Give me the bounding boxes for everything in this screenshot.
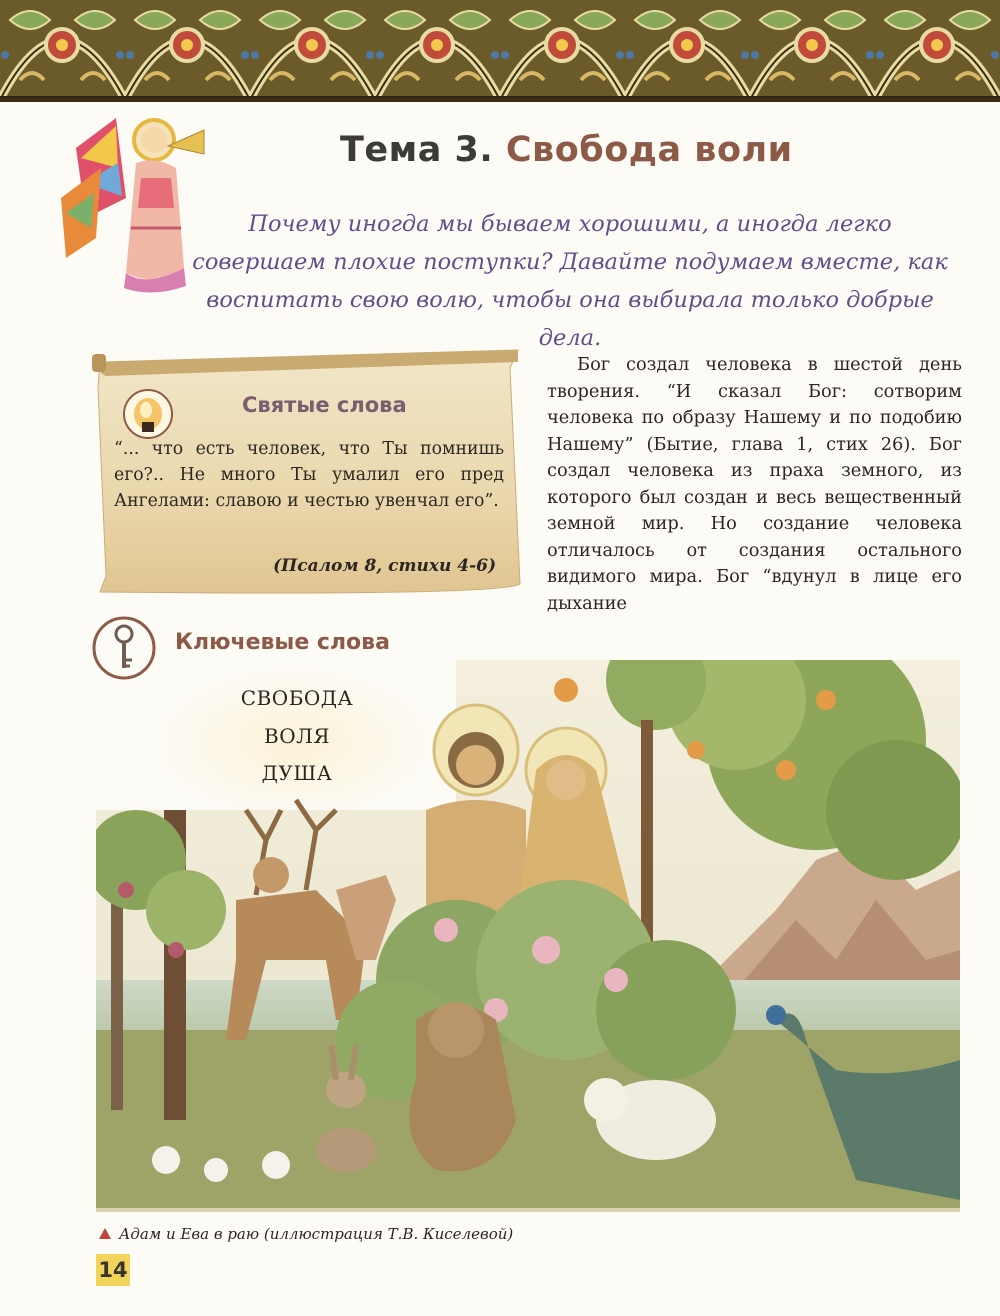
candle-icon — [122, 388, 174, 440]
body-paragraph: Бог создал человека в шестой день творения. “И сказал Бог: сотворим человека по образу Нашему и по подобию Нашему” (Бытие, глава 1, стих 26). Бог создал человека из праха земного, из которого был создан и весь вещественный земной мир. Но создание человека отличалось от создания остального видимого мира. Бог “вдунул в лице его дыхание — [547, 354, 962, 614]
key-word-item: ДУША — [261, 761, 333, 785]
holy-words-panel — [92, 348, 524, 598]
title-accent: Свобода воли — [505, 130, 793, 170]
key-word-item: ВОЛЯ — [264, 723, 330, 748]
page-number: 14 — [96, 1254, 130, 1286]
key-words-heading: Ключевые слова — [175, 630, 390, 655]
caption-triangle-icon — [99, 1228, 111, 1239]
ornamental-border — [0, 0, 1000, 102]
illustration-caption — [99, 1225, 513, 1243]
title-prefix: Тема 3. — [340, 130, 494, 170]
paradise-illustration — [96, 660, 960, 1212]
intro-text: Почему иногда мы бываем хорошими, а иногда легко совершаем плохие поступки? Давайте подумаем вместе, как воспитать свою волю, чтобы она выбирала только добрые дела. — [192, 211, 948, 351]
holy-words-quote: “... что есть человек, что Ты помнишь его?.. Не много Ты умалил его пред Ангелами: славою и честью увенчал его”. — [114, 439, 504, 511]
page-title — [340, 130, 793, 170]
body-text — [547, 352, 962, 617]
holy-words-heading: Святые слова — [242, 393, 407, 417]
holy-words-source: (Псалом 8, стихи 4-6) — [273, 556, 496, 576]
caption-text: Адам и Ева в раю (иллюстрация Т.В. Киселевой) — [119, 1225, 514, 1243]
key-word-item: СВОБОДА — [240, 686, 354, 710]
